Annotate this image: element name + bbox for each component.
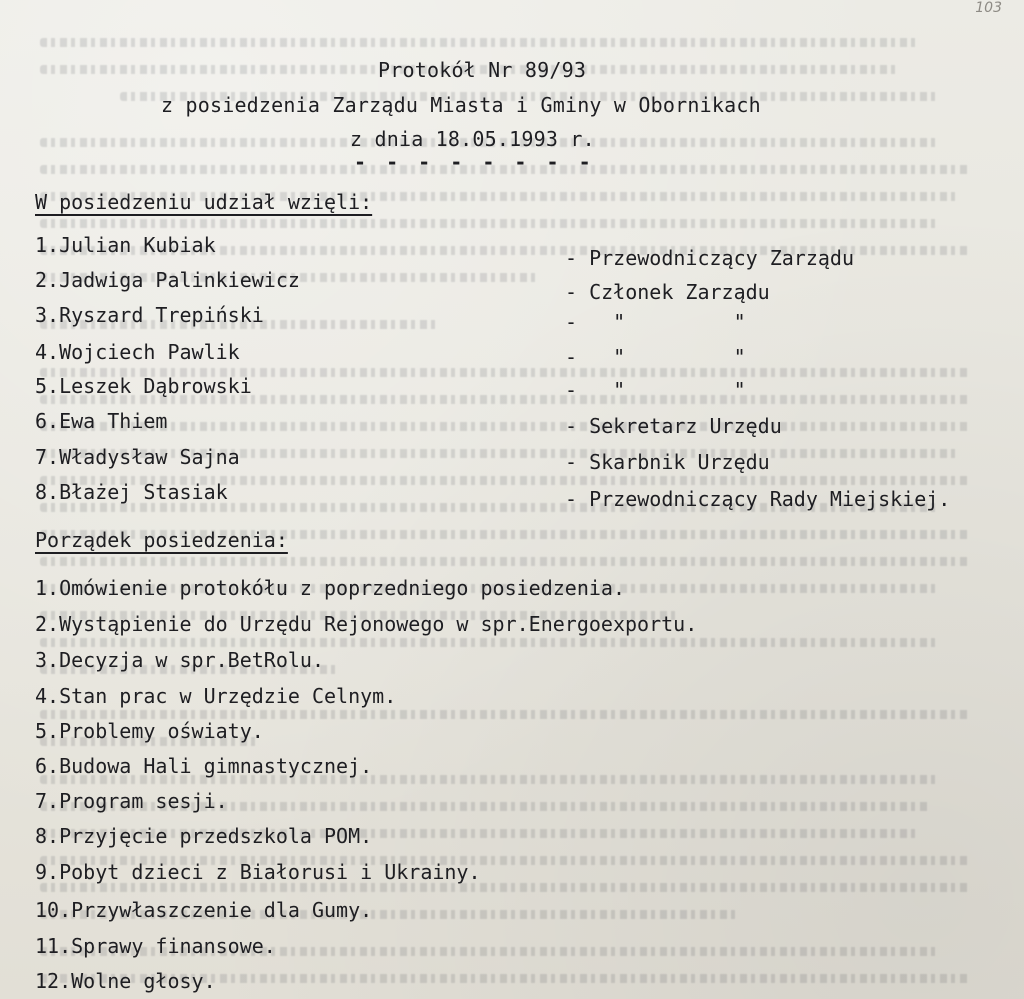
attendee-role: - Przewodniczący Zarządu	[565, 246, 854, 270]
agenda-item: 1.Omówienie protokółu z poprzedniego posiedzenia.	[35, 576, 626, 600]
agenda-item: 4.Stan prac w Urzędzie Celnym.	[35, 684, 397, 708]
agenda-item: 2.Wystąpienie do Urzędu Rejonowego w spr.Energoexportu.	[35, 612, 698, 636]
document-subtitle: z posiedzenia Zarządu Miasta i Gminy w Obornikach	[161, 93, 761, 117]
agenda-item: 10.Przywłaszczenie dla Gumy.	[35, 898, 373, 922]
attendee-name: 6.Ewa Thiem	[35, 409, 168, 433]
agenda-heading: Porządek posiedzenia:	[35, 528, 288, 552]
attendee-name: 3.Ryszard Trepiński	[35, 303, 264, 327]
agenda-item: 6.Budowa Hali gimnastycznej.	[35, 754, 373, 778]
document-title: Protokół Nr 89/93	[378, 58, 587, 82]
attendee-name: 4.Wojciech Pawlik	[35, 340, 240, 364]
attendee-role: - " "	[565, 378, 746, 402]
attendee-role: - Przewodniczący Rady Miejskiej.	[565, 487, 951, 511]
agenda-item: 9.Pobyt dzieci z Białorusi i Ukrainy.	[35, 860, 481, 884]
attendee-name: 5.Leszek Dąbrowski	[35, 374, 252, 398]
attendee-name: 7.Władysław Sajna	[35, 445, 240, 469]
attendee-name: 8.Błażej Stasiak	[35, 480, 228, 504]
agenda-item: 3.Decyzja w spr.BetRolu.	[35, 648, 324, 672]
page-number: 103	[975, 0, 1002, 16]
agenda-item: 8.Przyjęcie przedszkola POM.	[35, 824, 373, 848]
agenda-item: 11.Sprawy finansowe.	[35, 934, 276, 958]
attendee-role: - " "	[565, 310, 746, 334]
attendee-name: 2.Jadwiga Palinkiewicz	[35, 268, 300, 292]
agenda-item: 5.Problemy oświaty.	[35, 719, 264, 743]
attendees-heading: W posiedzeniu udział wzięli:	[35, 190, 373, 214]
agenda-item: 12.Wolne głosy.	[35, 969, 216, 993]
agenda-item: 7.Program sesji.	[35, 789, 228, 813]
attendee-role: - Skarbnik Urzędu	[565, 450, 770, 474]
attendee-role: - Członek Zarządu	[565, 280, 770, 304]
document-date: z dnia 18.05.1993 r.	[350, 127, 595, 151]
attendee-role: - " "	[565, 345, 746, 369]
attendee-name: 1.Julian Kubiak	[35, 233, 216, 257]
attendee-role: - Sekretarz Urzędu	[565, 414, 782, 438]
separator-line: - - - - - - - -	[354, 150, 595, 174]
